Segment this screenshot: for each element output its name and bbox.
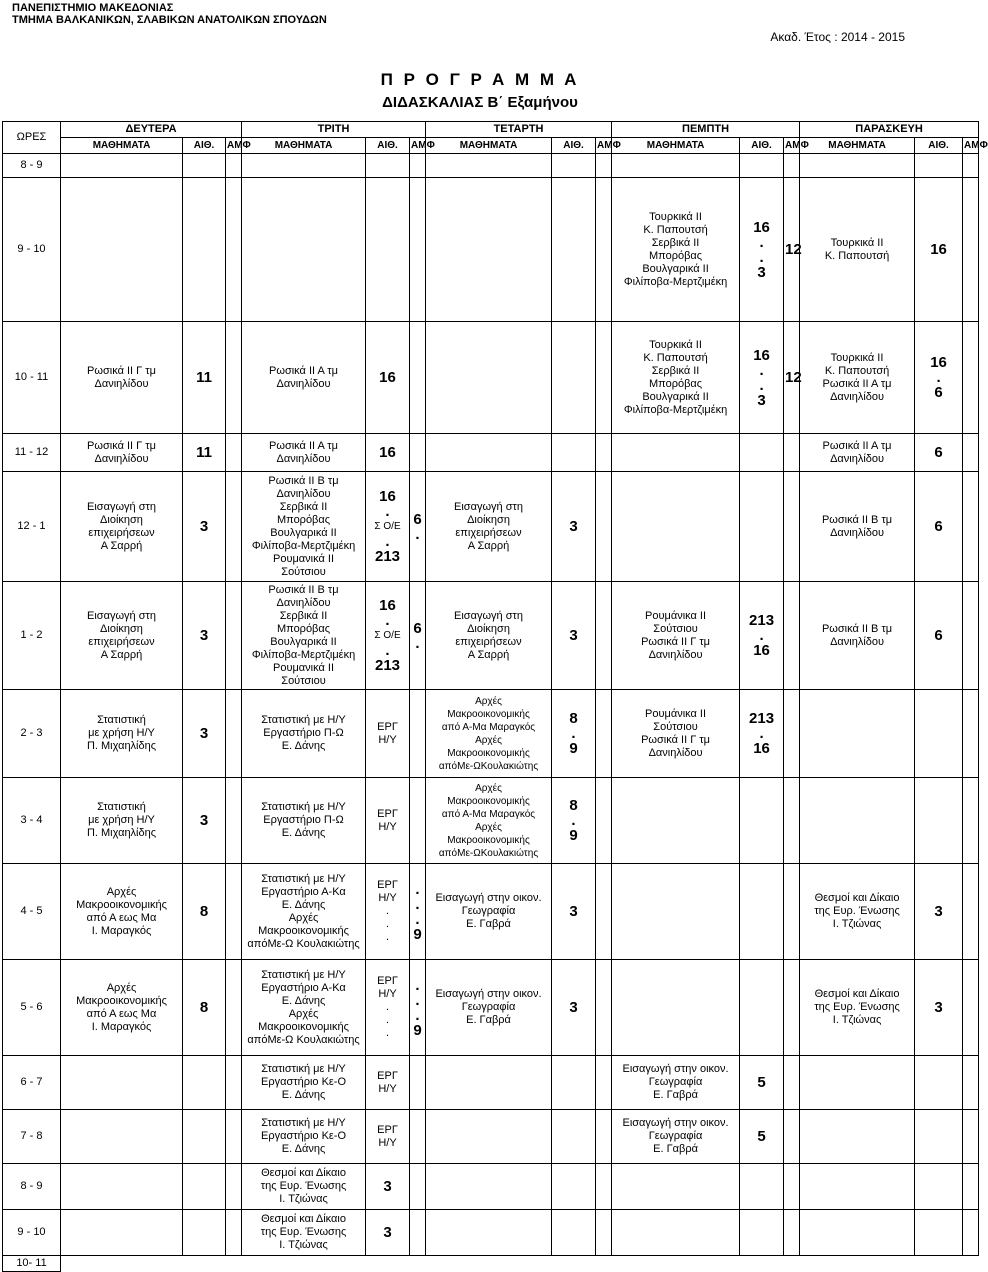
course-cell: Εισαγωγή στη Διοίκηση επιχειρήσεων Α Σαρρή	[61, 582, 183, 690]
course-cell: Στατιστική με Η/Υ Εργαστήριο Κε-Ο Ε. Δάνης	[242, 1110, 366, 1164]
room-cell: 3	[183, 690, 226, 778]
col-room: ΑΙΘ.	[915, 138, 963, 154]
course-cell: Τουρκικά ΙΙ Κ. Παπουτσή Σερβικά ΙΙ Μπορόβας Βουλγαρικά ΙΙ Φιλίποβα-Μερτζιμέκη	[612, 178, 740, 322]
room-cell: 3	[915, 864, 963, 960]
hour-label: 5 - 6	[3, 960, 61, 1056]
course-cell: Ρωσικά ΙΙ Α τμ Δανιηλίδου	[242, 434, 366, 472]
col-amf: ΑΜΦ	[596, 138, 612, 154]
course-cell: Ρωσικά ΙΙ Α τμ Δανιηλίδου	[800, 434, 915, 472]
course-cell: Στατιστική με Η/Υ Εργαστήριο Α-Κα Ε. Δάνης Αρχές Μακροοικονομικής απόΜε-Ω Κουλακιώτης	[242, 960, 366, 1056]
amf-cell: 12	[784, 322, 800, 434]
room-cell: ΕΡΓ Η/Υ	[366, 1056, 410, 1110]
schedule-table	[2, 121, 988, 1272]
room-cell: 16 . 6	[915, 322, 963, 434]
amf-cell: 6 .	[410, 582, 426, 690]
room-cell: ΕΡΓ Η/Υ	[366, 690, 410, 778]
room-cell: 3	[552, 582, 596, 690]
room-cell: 16	[366, 322, 410, 434]
hour-label: 11 - 12	[3, 434, 61, 472]
page-title: Π Ρ Ο Γ Ρ Α Μ Μ Α	[380, 70, 580, 89]
amf-cell: 6 .	[410, 472, 426, 582]
course-cell: Θεσμοί και Δίκαιο της Ευρ. Ένωσης Ι. Τζιώνας	[800, 864, 915, 960]
course-cell: Στατιστική με Η/Υ Εργαστήριο Π-Ω Ε. Δάνης	[242, 778, 366, 864]
room-cell: 213 . 16	[740, 690, 784, 778]
col-courses: ΜΑΘΗΜΑΤΑ	[242, 138, 366, 154]
room-cell: 8	[183, 960, 226, 1056]
course-cell: Τουρκικά ΙΙ Κ. Παπουτσή Ρωσικά ΙΙ Α τμ Δανιηλίδου	[800, 322, 915, 434]
room-cell: 8	[183, 864, 226, 960]
col-amf: ΑΜΦ	[226, 138, 242, 154]
course-cell: Στατιστική με Η/Υ Εργαστήριο Α-Κα Ε. Δάνης Αρχές Μακροοικονομικής απόΜε-Ω Κουλακιώτης	[242, 864, 366, 960]
hour-label: 10 - 11	[3, 322, 61, 434]
room-cell: 16 . . 3	[740, 322, 784, 434]
course-cell: Ρωσικά ΙΙ Β τμ Δανιηλίδου Σερβικά ΙΙ Μπορόβας Βουλγαρικά ΙΙ Φιλίποβα-Μερτζιμέκη Ρουμανικά ΙΙ Σούτσιου	[242, 472, 366, 582]
course-cell: Εισαγωγή στην οικον. Γεωγραφία Ε. Γαβρά	[612, 1056, 740, 1110]
row-11-12	[3, 434, 979, 472]
room-cell: 8 . 9	[552, 690, 596, 778]
col-courses: ΜΑΘΗΜΑΤΑ	[426, 138, 552, 154]
course-cell: Εισαγωγή στην οικον. Γεωγραφία Ε. Γαβρά	[426, 864, 552, 960]
course-cell: Ρωσικά ΙΙ Γ τμ Δανιηλίδου	[61, 434, 183, 472]
hour-label: 6 - 7	[3, 1056, 61, 1110]
hours-header: ΩΡΕΣ	[3, 122, 61, 154]
hour-label: 8 - 9	[3, 154, 61, 178]
amf-cell: . . . 9	[410, 864, 426, 960]
course-cell: Αρχές Μακροοικονομικής από Α-Μα Μαραγκός Αρχές Μακροοικονομικής απόΜε-ΩΚουλακιώτης	[426, 778, 552, 864]
hour-label: 3 - 4	[3, 778, 61, 864]
col-courses: ΜΑΘΗΜΑΤΑ	[612, 138, 740, 154]
col-amf: ΑΜΦ	[410, 138, 426, 154]
academic-year: Ακαδ. Έτος : 2014 - 2015	[770, 30, 905, 44]
col-room: ΑΙΘ.	[183, 138, 226, 154]
course-cell: Εισαγωγή στη Διοίκηση επιχειρήσεων Α Σαρρή	[426, 472, 552, 582]
course-cell: Εισαγωγή στην οικον. Γεωγραφία Ε. Γαβρά	[426, 960, 552, 1056]
course-cell: Θεσμοί και Δίκαιο της Ευρ. Ένωσης Ι. Τζιώνας	[800, 960, 915, 1056]
col-courses: ΜΑΘΗΜΑΤΑ	[800, 138, 915, 154]
row-10-11	[3, 322, 979, 434]
hour-label: 2 - 3	[3, 690, 61, 778]
amf-cell: 12	[784, 178, 800, 322]
course-cell: Τουρκικά ΙΙ Κ. Παπουτσή Σερβικά ΙΙ Μπορόβας Βουλγαρικά ΙΙ Φιλίποβα-Μερτζιμέκη	[612, 322, 740, 434]
hour-label: 8 - 9	[3, 1164, 61, 1210]
day-thursday: ΠΕΜΠΤΗ	[612, 122, 800, 138]
row-9-10	[3, 178, 979, 322]
col-room: ΑΙΘ.	[740, 138, 784, 154]
room-cell: ΕΡΓ Η/Υ	[366, 1110, 410, 1164]
row-1-2	[3, 582, 979, 690]
room-cell: 3	[183, 582, 226, 690]
room-cell: 3	[552, 960, 596, 1056]
university-name: ΠΑΝΕΠΙΣΤΗΜΙΟ ΜΑΚΕΔΟΝΙΑΣ	[12, 2, 174, 14]
room-cell: 16 . Σ Ο/Ε . 213	[366, 472, 410, 582]
course-cell: Ρωσικά ΙΙ Α τμ Δανιηλίδου	[242, 322, 366, 434]
course-cell: Ρωσικά ΙΙ Β τμ Δανιηλίδου	[800, 472, 915, 582]
course-cell: Ρουμάνικα ΙΙ Σούτσιου Ρωσικά ΙΙ Γ τμ Δανιηλίδου	[612, 582, 740, 690]
course-cell: Θεσμοί και Δίκαιο της Ευρ. Ένωσης Ι. Τζιώνας	[242, 1164, 366, 1210]
col-amf: ΑΜΦ	[784, 138, 800, 154]
room-cell: 6	[915, 472, 963, 582]
room-cell: 3	[552, 472, 596, 582]
course-cell: Στατιστική με Η/Υ Εργαστήριο Π-Ω Ε. Δάνης	[242, 690, 366, 778]
hour-label: 7 - 8	[3, 1110, 61, 1164]
room-cell: 11	[183, 434, 226, 472]
hour-label: 9 - 10	[3, 1210, 61, 1256]
course-cell: Ρουμάνικα ΙΙ Σούτσιου Ρωσικά ΙΙ Γ τμ Δανιηλίδου	[612, 690, 740, 778]
room-cell: 16 . . 3	[740, 178, 784, 322]
room-cell: 11	[183, 322, 226, 434]
col-room: ΑΙΘ.	[552, 138, 596, 154]
course-cell: Αρχές Μακροοικονομικής από Α εως Μα Ι. Μαραγκός	[61, 864, 183, 960]
day-tuesday: ΤΡΙΤΗ	[242, 122, 426, 138]
room-cell: 6	[915, 582, 963, 690]
row-12-1	[3, 472, 979, 582]
col-amf: ΑΜΦ	[963, 138, 979, 154]
course-cell: Θεσμοί και Δίκαιο της Ευρ. Ένωσης Ι. Τζιώνας	[242, 1210, 366, 1256]
room-cell: 16	[915, 178, 963, 322]
room-cell: ΕΡΓ Η/Υ . . .	[366, 960, 410, 1056]
hour-label: 12 - 1	[3, 472, 61, 582]
row-21-22	[3, 1210, 979, 1256]
day-friday: ΠΑΡΑΣΚΕΥΗ	[800, 122, 979, 138]
row-22-23	[3, 1256, 979, 1272]
row-2-3	[3, 690, 979, 778]
col-courses: ΜΑΘΗΜΑΤΑ	[61, 138, 183, 154]
hour-label: 1 - 2	[3, 582, 61, 690]
course-cell: Εισαγωγή στη Διοίκηση επιχειρήσεων Α Σαρρή	[426, 582, 552, 690]
page-header	[12, 2, 327, 26]
row-3-4	[3, 778, 979, 864]
row-6-7	[3, 1056, 979, 1110]
room-cell: 3	[552, 864, 596, 960]
day-monday: ΔΕΥΤΕΡΑ	[61, 122, 242, 138]
room-cell: 5	[740, 1110, 784, 1164]
course-cell: Ρωσικά ΙΙ Β τμ Δανιηλίδου Σερβικά ΙΙ Μπορόβας Βουλγαρικά ΙΙ Φιλίποβα-Μερτζιμέκη Ρουμανικά ΙΙ Σούτσιου	[242, 582, 366, 690]
page-subtitle: ΔΙΔΑΣΚΑΛΙΑΣ Β΄ Εξαμήνου	[382, 94, 578, 111]
room-cell: 3	[366, 1210, 410, 1256]
course-cell: Ρωσικά ΙΙ Γ τμ Δανιηλίδου	[61, 322, 183, 434]
room-cell: 16 . Σ Ο/Ε . 213	[366, 582, 410, 690]
course-cell: Στατιστική με Η/Υ Εργαστήριο Κε-Ο Ε. Δάνης	[242, 1056, 366, 1110]
row-5-6	[3, 960, 979, 1056]
course-cell: Εισαγωγή στη Διοίκηση επιχειρήσεων Α Σαρρή	[61, 472, 183, 582]
course-cell: Τουρκικά ΙΙ Κ. Παπουτσή	[800, 178, 915, 322]
course-cell: Στατιστική με χρήση Η/Υ Π. Μιχαηλίδης	[61, 690, 183, 778]
room-cell: 16	[366, 434, 410, 472]
col-room: ΑΙΘ.	[366, 138, 410, 154]
course-cell: Εισαγωγή στην οικον. Γεωγραφία Ε. Γαβρά	[612, 1110, 740, 1164]
room-cell: 3	[366, 1164, 410, 1210]
day-wednesday: ΤΕΤΑΡΤΗ	[426, 122, 612, 138]
hour-label: 10- 11	[3, 1256, 61, 1272]
room-cell: 213 . 16	[740, 582, 784, 690]
hour-label: 9 - 10	[3, 178, 61, 322]
room-cell: ΕΡΓ Η/Υ . . .	[366, 864, 410, 960]
room-cell: 3	[183, 778, 226, 864]
amf-cell: . . . 9	[410, 960, 426, 1056]
row-7-8	[3, 1110, 979, 1164]
room-cell: 8 . 9	[552, 778, 596, 864]
room-cell: 6	[915, 434, 963, 472]
course-cell: Αρχές Μακροοικονομικής από Α-Μα Μαραγκός Αρχές Μακροοικονομικής απόΜε-ΩΚουλακιώτης	[426, 690, 552, 778]
room-cell: 5	[740, 1056, 784, 1110]
course-cell: Ρωσικά ΙΙ Β τμ Δανιηλίδου	[800, 582, 915, 690]
hour-label: 4 - 5	[3, 864, 61, 960]
course-cell: Στατιστική με χρήση Η/Υ Π. Μιχαηλίδης	[61, 778, 183, 864]
row-8-9	[3, 154, 979, 178]
row-20-21	[3, 1164, 979, 1210]
room-cell: 3	[915, 960, 963, 1056]
course-cell: Αρχές Μακροοικονομικής από Α εως Μα Ι. Μαραγκός	[61, 960, 183, 1056]
room-cell: 3	[183, 472, 226, 582]
row-4-5	[3, 864, 979, 960]
room-cell: ΕΡΓ Η/Υ	[366, 778, 410, 864]
department-name: ΤΜΗΜΑ ΒΑΛΚΑΝΙΚΩΝ, ΣΛΑΒΙΚΩΝ ΑΝΑΤΟΛΙΚΩΝ ΣΠΟΥΔΩΝ	[12, 14, 327, 26]
